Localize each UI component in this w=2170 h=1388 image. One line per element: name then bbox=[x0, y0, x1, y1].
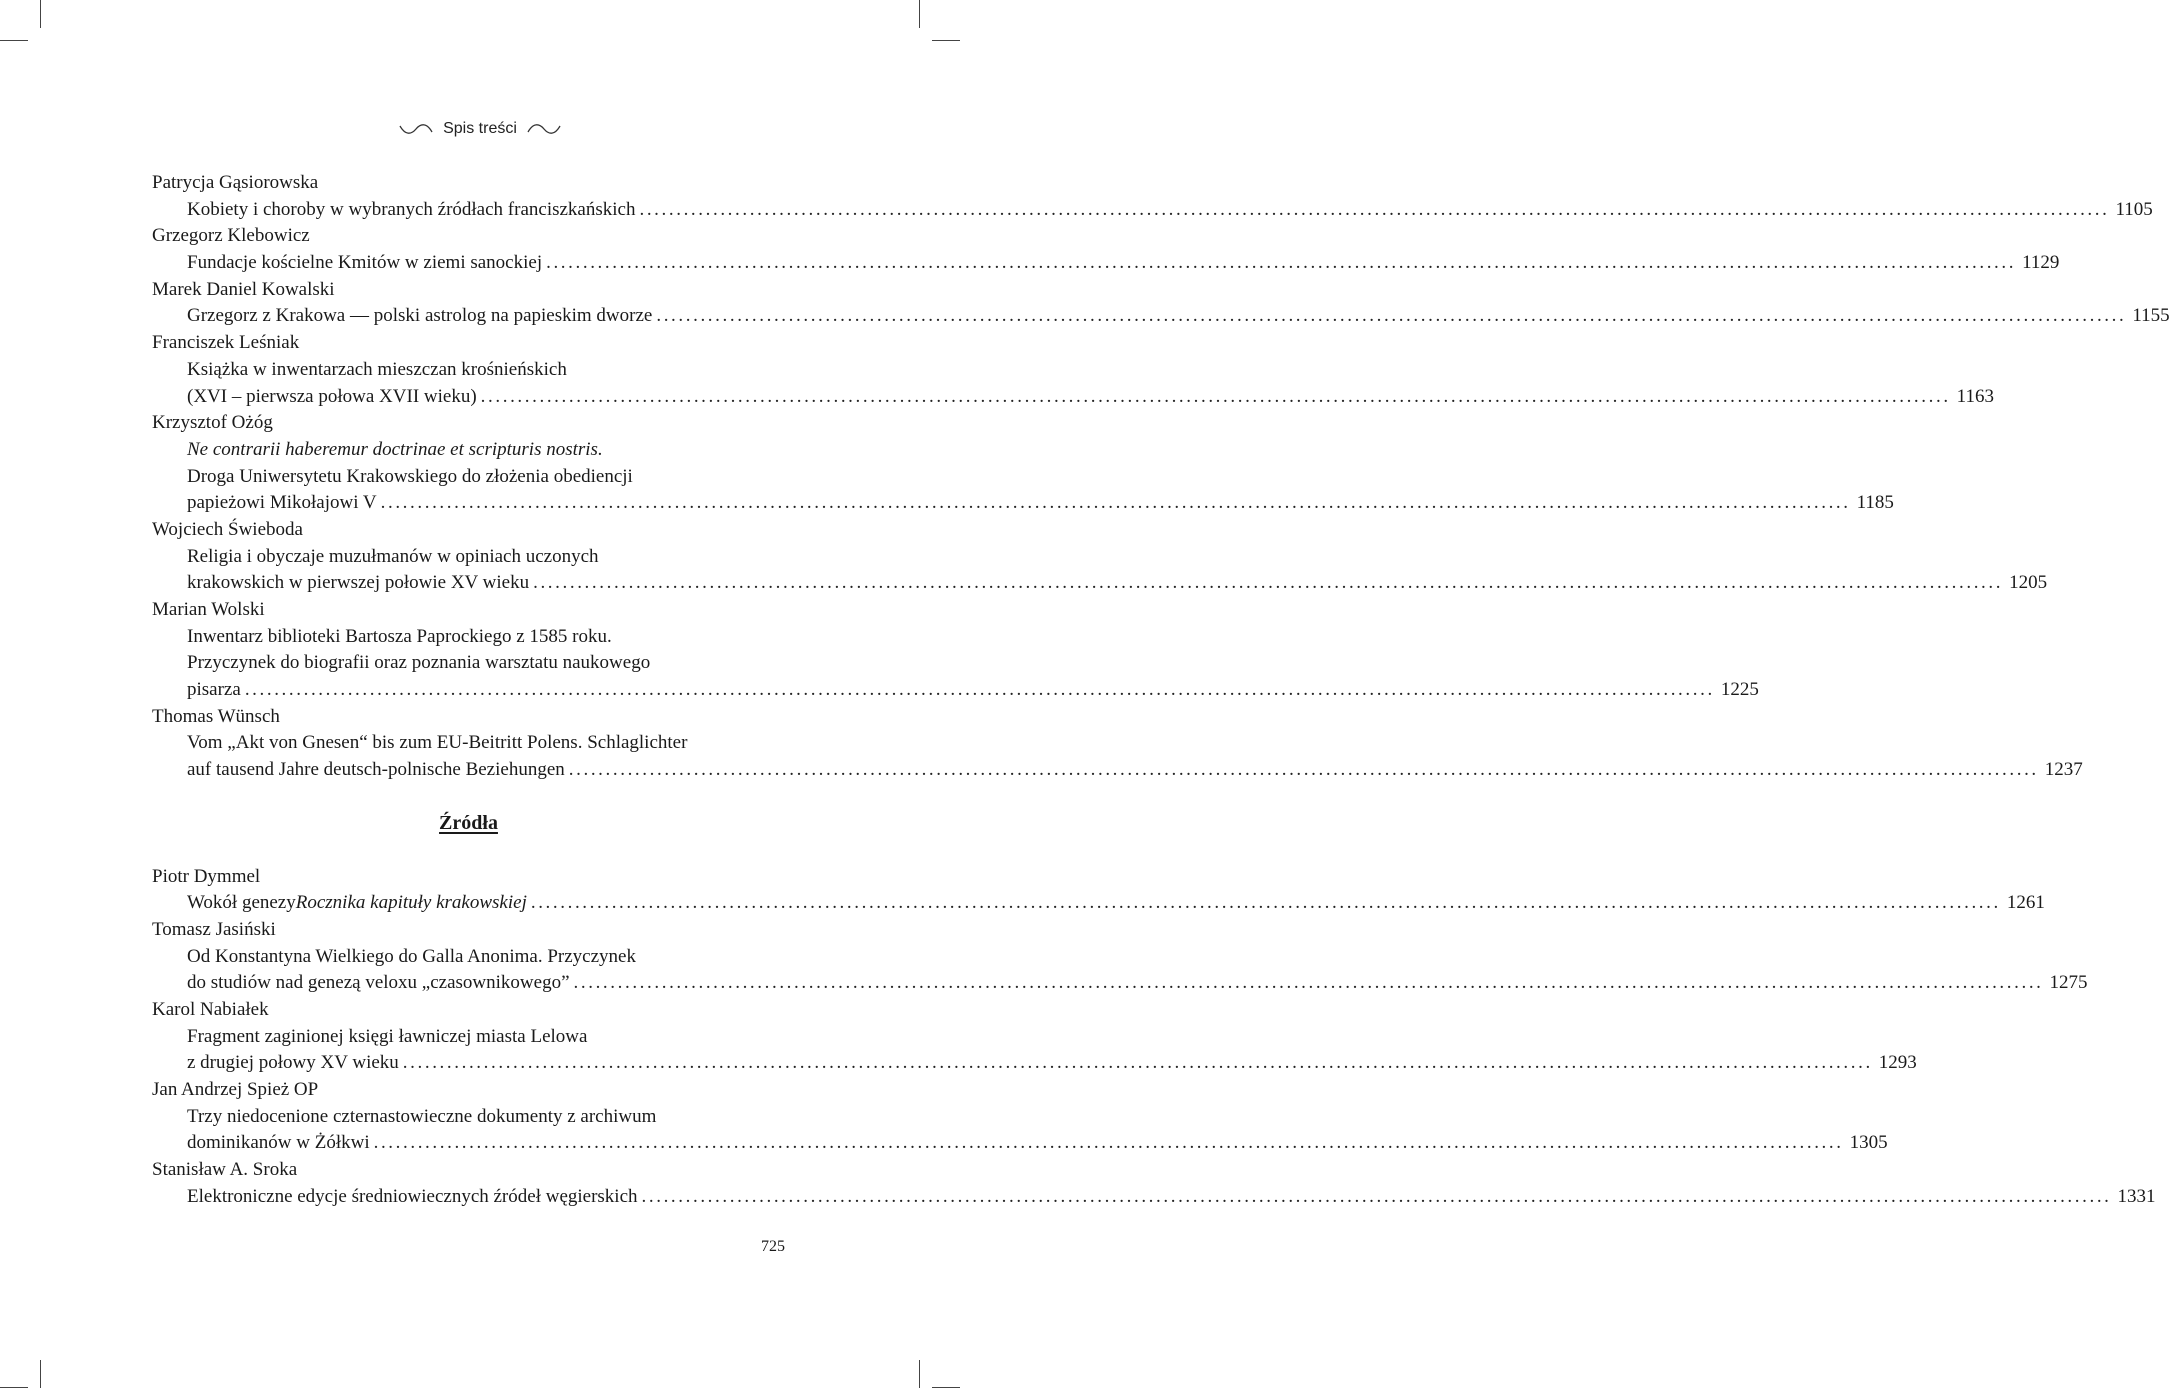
toc-page-number: 1305 bbox=[1849, 1132, 1888, 1154]
toc-title-text: do studiów nad genezą veloxu „czasownikowego” bbox=[187, 972, 570, 994]
toc-entry-title-line[interactable] bbox=[152, 384, 1994, 411]
toc-title-text: Fragment zaginionej księgi ławniczej miasta Lelowa bbox=[187, 1025, 588, 1047]
toc-author-name: Thomas Wünsch bbox=[152, 705, 280, 727]
section-title: Źródła bbox=[439, 811, 498, 834]
toc-entry-title-line[interactable] bbox=[152, 624, 785, 651]
toc-page-number: 1261 bbox=[2006, 892, 2045, 914]
toc-leader-dots: ........................................................................................................................................................................................................ bbox=[244, 679, 1715, 701]
crop-mark-bottom-right-v bbox=[919, 1360, 920, 1388]
toc-entry-title-line[interactable] bbox=[152, 303, 2170, 330]
toc-entry-title-line[interactable] bbox=[152, 570, 2048, 597]
toc-entry-title-line[interactable] bbox=[152, 357, 785, 384]
toc-leader-dots: ........................................................................................................................................................................................................ bbox=[380, 492, 1851, 514]
toc-author bbox=[152, 1157, 785, 1184]
toc-entry-title-line[interactable] bbox=[152, 544, 785, 571]
toc-title-text: Elektroniczne edycje średniowiecznych źródeł węgierskich bbox=[187, 1185, 638, 1207]
toc-author bbox=[152, 223, 785, 250]
toc-title-text: Kobiety i choroby w wybranych źródłach franciszkańskich bbox=[187, 198, 636, 220]
crop-mark-top-right-h bbox=[932, 40, 960, 41]
toc-leader-dots: ........................................................................................................................................................................................................ bbox=[656, 305, 2127, 327]
toc-entry-title-line[interactable] bbox=[152, 677, 1759, 704]
toc-title-text: Przyczynek do biografii oraz poznania warsztatu naukowego bbox=[187, 652, 651, 674]
toc-title-text: z drugiej połowy XV wieku bbox=[187, 1052, 399, 1074]
toc-title-text: Religia i obyczaje muzułmanów w opiniach uczonych bbox=[187, 545, 599, 567]
toc-title-text: Inwentarz biblioteki Bartosza Paprockiego z 1585 roku. bbox=[187, 625, 612, 647]
toc-author-name: Piotr Dymmel bbox=[152, 865, 261, 887]
toc-leader-dots: ........................................................................................................................................................................................................ bbox=[546, 252, 2017, 274]
toc-page-number: 1331 bbox=[2117, 1185, 2156, 1207]
toc-title-text: Ne contrarii haberemur doctrinae et scripturis nostris. bbox=[187, 438, 603, 460]
running-head bbox=[0, 120, 960, 138]
toc-leader-dots: ........................................................................................................................................................................................................ bbox=[373, 1132, 1844, 1154]
crop-mark-top-left-v bbox=[40, 0, 41, 28]
toc-author bbox=[152, 997, 785, 1024]
toc-title-text: Książka w inwentarzach mieszczan krośnieńskich bbox=[187, 358, 567, 380]
toc-page-number: 1237 bbox=[2044, 759, 2083, 781]
toc-author-name: Jan Andrzej Spież OP bbox=[152, 1079, 319, 1100]
crop-mark-bottom-left-v bbox=[40, 1360, 41, 1388]
toc-entry-title-line[interactable] bbox=[152, 197, 2153, 224]
toc-page-number: 1275 bbox=[2049, 972, 2088, 994]
toc-author bbox=[152, 517, 785, 544]
toc-author-name: Marian Wolski bbox=[152, 599, 265, 620]
crop-mark-top-right-v bbox=[919, 0, 920, 28]
toc-author-name: Karol Nabiałek bbox=[152, 998, 269, 1020]
toc-author-name: Patrycja Gąsiorowska bbox=[152, 172, 319, 193]
crop-mark-top-left-h bbox=[0, 40, 28, 41]
running-head-title: Spis treści bbox=[443, 120, 517, 137]
toc-title-italic-text: Rocznika kapituły krakowskiej bbox=[295, 892, 527, 914]
toc-author bbox=[152, 704, 785, 731]
toc-author bbox=[152, 277, 785, 304]
toc-title-text: Fundacje kościelne Kmitów w ziemi sanockiej bbox=[187, 252, 543, 274]
toc-title-text: Trzy niedocenione czternastowieczne dokumenty z archiwum bbox=[187, 1105, 657, 1127]
toc-entry-title-line[interactable] bbox=[152, 1024, 785, 1051]
toc-entry-title-line[interactable] bbox=[152, 1050, 1917, 1077]
toc-entry-title-line[interactable] bbox=[152, 490, 1894, 517]
toc-author bbox=[152, 330, 785, 357]
toc-title-text: Vom „Akt von Gnesen“ bis zum EU-Beitritt Polens. Schlaglichter bbox=[187, 732, 688, 754]
toc-leader-dots: ........................................................................................................................................................................................................ bbox=[530, 892, 2001, 914]
toc-entry-title-line[interactable] bbox=[152, 650, 785, 677]
toc-leader-dots: ........................................................................................................................................................................................................ bbox=[641, 1185, 2112, 1207]
toc-title-text: pisarza bbox=[187, 679, 241, 701]
toc-author bbox=[152, 1077, 785, 1104]
toc-leader-dots: ........................................................................................................................................................................................................ bbox=[533, 572, 2004, 594]
toc-author bbox=[152, 917, 785, 944]
toc-page-number: 1185 bbox=[1856, 492, 1894, 514]
toc-leader-dots: ........................................................................................................................................................................................................ bbox=[568, 759, 2039, 781]
toc-entry-title-line[interactable] bbox=[152, 464, 785, 491]
toc-entry-title-line[interactable] bbox=[152, 944, 785, 971]
toc-entry-title-line[interactable] bbox=[152, 970, 2088, 997]
toc-entry-title-line[interactable] bbox=[152, 730, 785, 757]
toc-group-articles bbox=[152, 170, 2170, 784]
swash-right-icon bbox=[527, 123, 561, 135]
toc-entry-title-line[interactable] bbox=[152, 1104, 785, 1131]
toc-entry-title-line[interactable] bbox=[152, 1130, 1888, 1157]
toc-entry-title-line[interactable] bbox=[152, 437, 785, 464]
page-number: 725 bbox=[761, 1238, 785, 1255]
toc-author-name: Marek Daniel Kowalski bbox=[152, 278, 335, 300]
toc-title-text: papieżowi Mikołajowi V bbox=[187, 492, 377, 514]
toc-page-number: 1129 bbox=[2022, 252, 2060, 274]
toc-entry-title-line[interactable] bbox=[152, 250, 2060, 277]
toc-author bbox=[152, 170, 785, 197]
toc-title-text: auf tausend Jahre deutsch-polnische Beziehungen bbox=[187, 759, 565, 781]
toc-leader-dots: ........................................................................................................................................................................................................ bbox=[573, 972, 2044, 994]
toc-page-number: 1225 bbox=[1720, 679, 1759, 701]
toc-author-name: Franciszek Leśniak bbox=[152, 332, 300, 354]
toc-title-text: Wokół genezy bbox=[187, 892, 296, 914]
toc-title-text: krakowskich w pierwszej połowie XV wieku bbox=[187, 572, 530, 594]
swash-left-icon bbox=[399, 123, 433, 135]
toc-leader-dots: ........................................................................................................................................................................................................ bbox=[639, 198, 2110, 220]
toc-entry-title-line[interactable] bbox=[152, 890, 2045, 917]
toc-title-text: Droga Uniwersytetu Krakowskiego do złożenia obediencji bbox=[187, 465, 633, 487]
toc-entry-title-line[interactable] bbox=[152, 1184, 2156, 1211]
toc-author-name: Krzysztof Ożóg bbox=[152, 412, 273, 434]
toc-page-number: 1105 bbox=[2115, 198, 2153, 220]
toc-title-text: Od Konstantyna Wielkiego do Galla Anonima. Przyczynek bbox=[187, 945, 636, 967]
toc-group-sources bbox=[152, 864, 2156, 1211]
toc-leader-dots: ........................................................................................................................................................................................................ bbox=[402, 1052, 1873, 1074]
toc-title-text: (XVI – pierwsza połowa XVII wieku) bbox=[187, 385, 477, 407]
toc-author-name: Grzegorz Klebowicz bbox=[152, 225, 310, 247]
toc-author-name: Tomasz Jasiński bbox=[152, 918, 276, 940]
toc-author bbox=[152, 597, 785, 624]
toc-entry-title-line[interactable] bbox=[152, 757, 2083, 784]
toc-leader-dots: ........................................................................................................................................................................................................ bbox=[480, 385, 1951, 407]
toc-page-number: 1155 bbox=[2132, 305, 2170, 327]
toc-page-number: 1205 bbox=[2009, 572, 2048, 594]
toc-author-name: Wojciech Świeboda bbox=[152, 518, 303, 540]
toc-title-text: Grzegorz z Krakowa — polski astrolog na papieskim dworze bbox=[187, 305, 653, 327]
toc-author-name: Stanisław A. Sroka bbox=[152, 1159, 298, 1181]
table-of-contents bbox=[152, 170, 2170, 1210]
toc-page-number: 1163 bbox=[1956, 385, 1994, 407]
toc-author bbox=[152, 410, 785, 437]
toc-author bbox=[152, 864, 785, 891]
toc-page-number: 1293 bbox=[1878, 1052, 1917, 1074]
toc-title-text: dominikanów w Żółkwi bbox=[187, 1132, 370, 1154]
